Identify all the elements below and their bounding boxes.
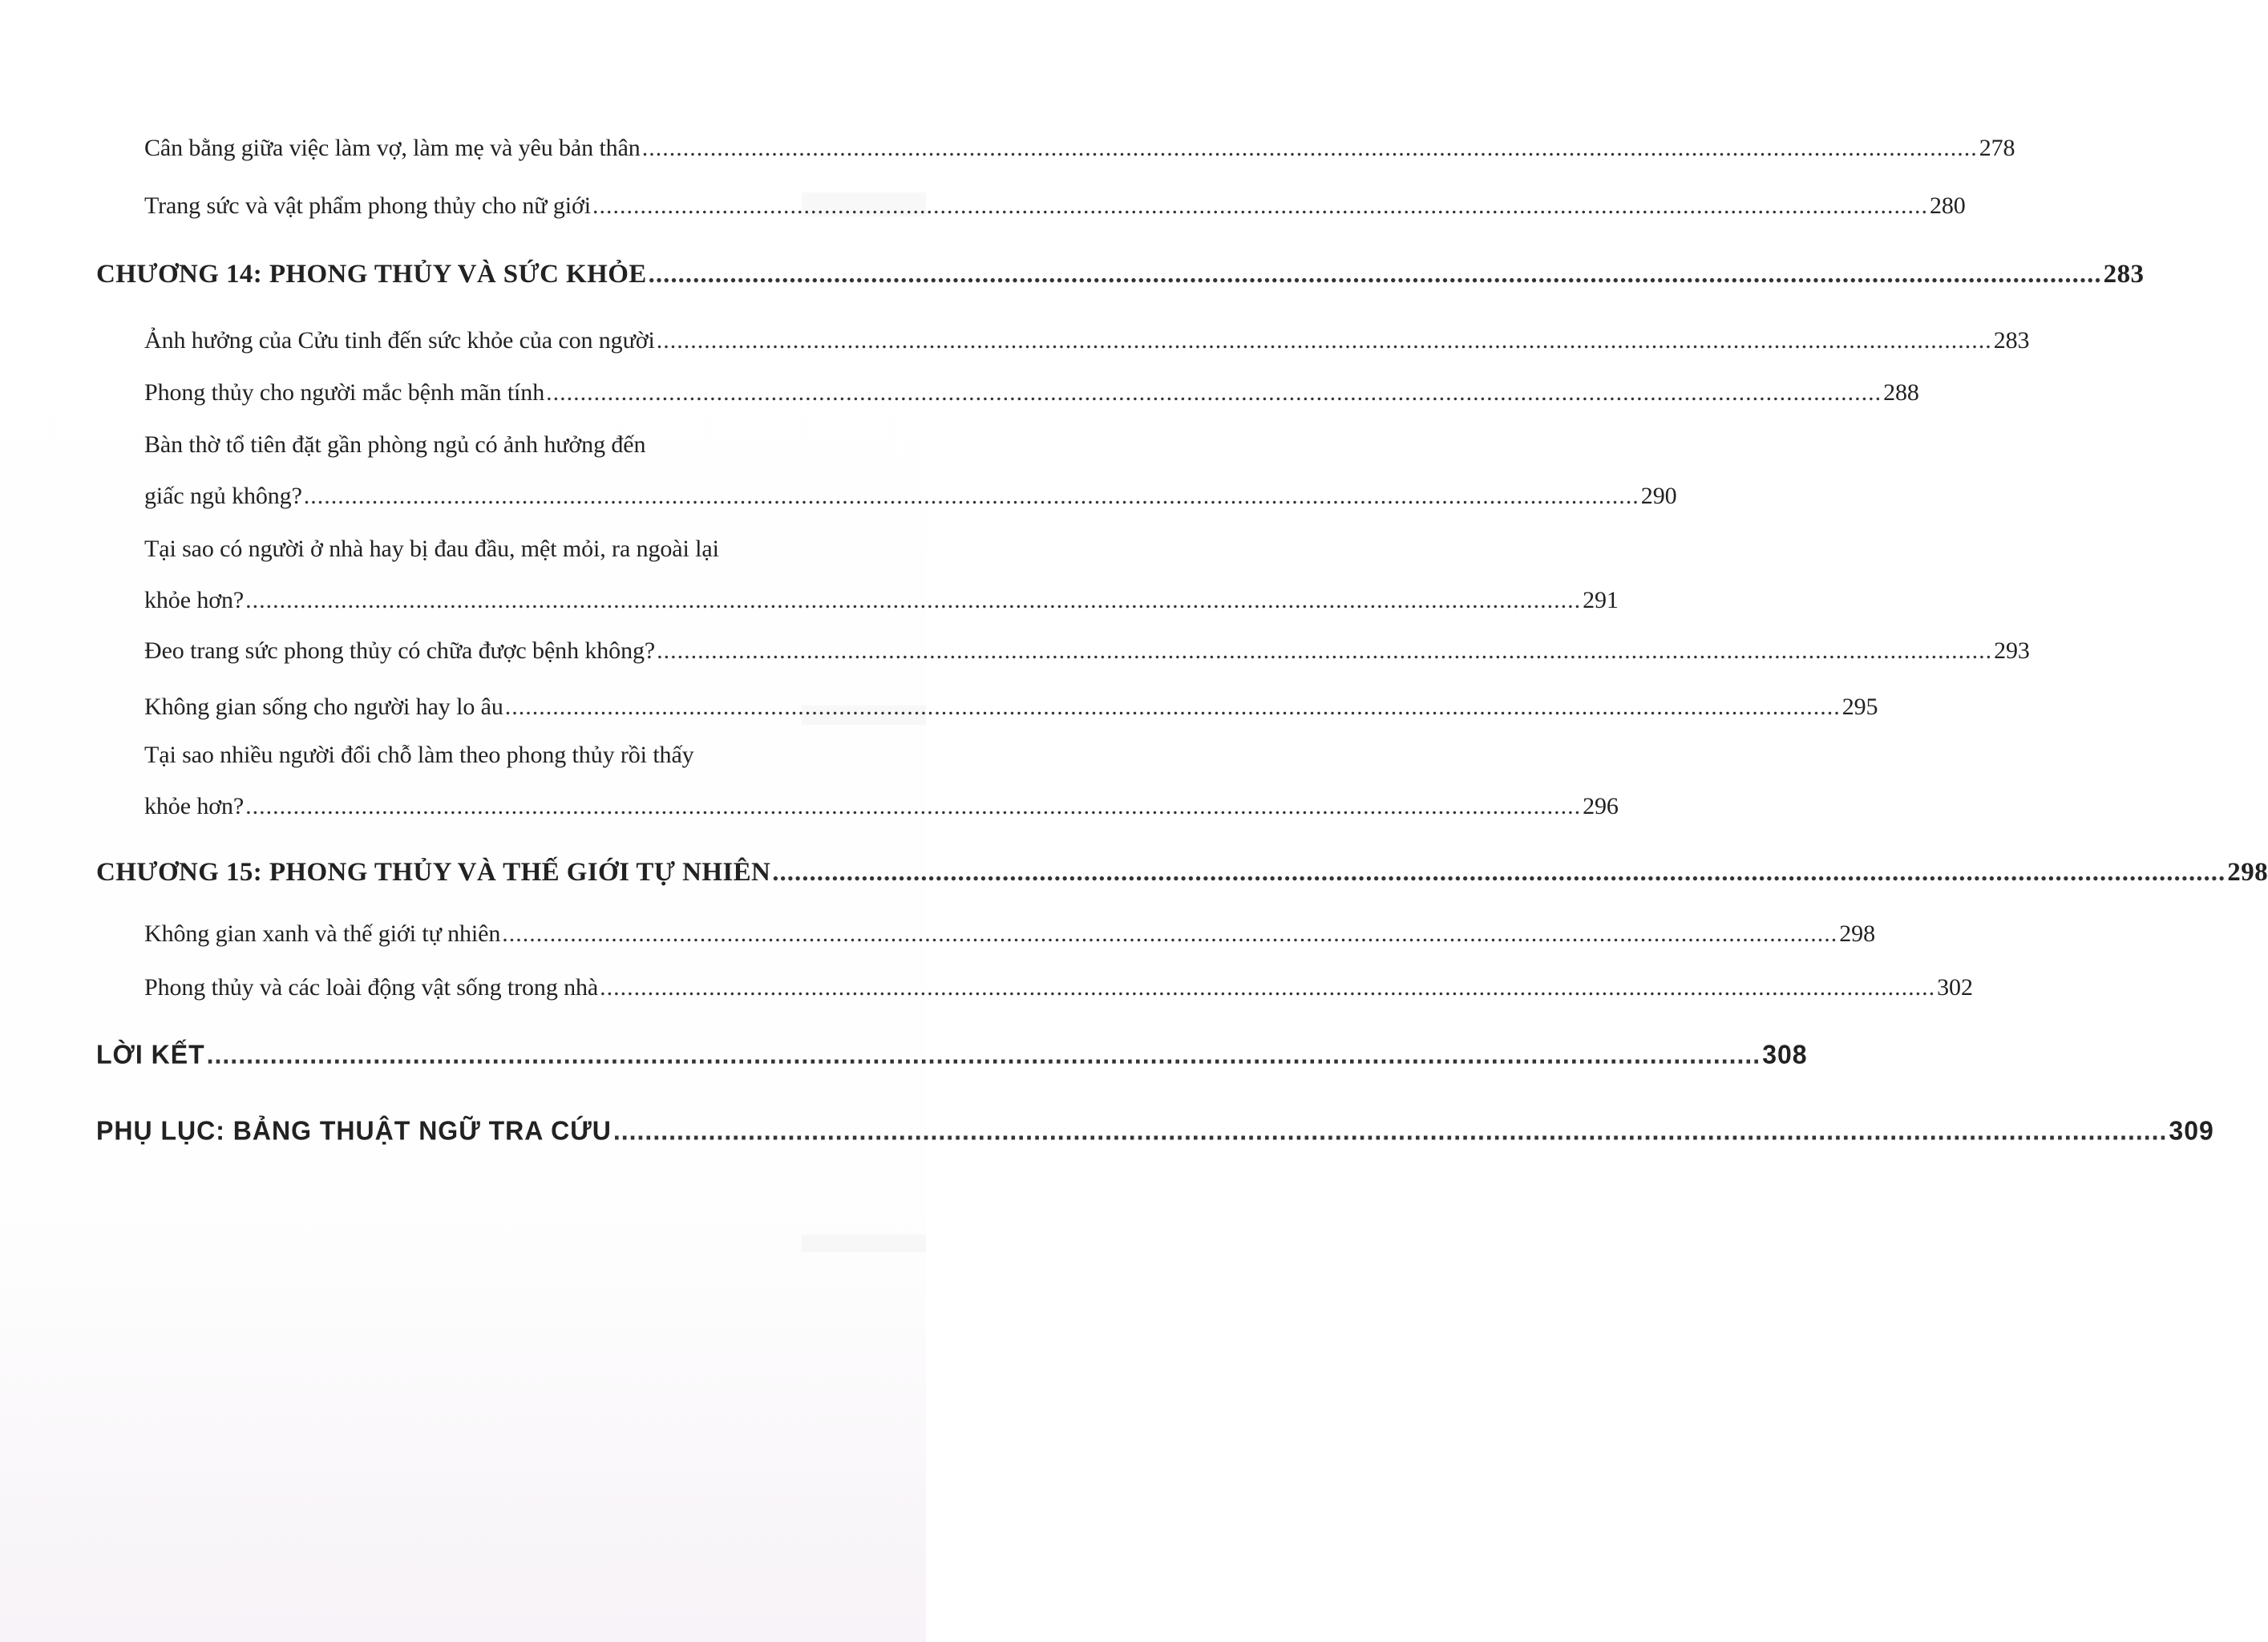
toc-conclusion-entry[interactable]: [96, 1036, 1808, 1073]
dot-leader: ....................................................................................................................................................................................................: [245, 587, 1582, 613]
toc-entry-page: 283: [1993, 327, 2030, 354]
toc-special-title: LỜI KẾT: [96, 1039, 205, 1070]
dot-leader: ....................................................................................................................................................................................................: [592, 192, 1928, 219]
toc-entry-title: Phong thủy cho người mắc bệnh mãn tính: [144, 379, 545, 406]
toc-entry-page: 309: [2169, 1115, 2214, 1146]
toc-entry-page: 290: [1640, 483, 1677, 509]
dot-leader: ....................................................................................................................................................................................................: [648, 260, 2102, 289]
toc-entry-page: 288: [1883, 379, 1919, 406]
dot-leader: ....................................................................................................................................................................................................: [772, 858, 2226, 887]
toc-special-title: PHỤ LỤC: BẢNG THUẬT NGỮ TRA CỨU: [96, 1115, 612, 1146]
dot-leader: ....................................................................................................................................................................................................: [641, 135, 1978, 161]
toc-entry-page: 278: [1979, 135, 2015, 161]
toc-entry[interactable]: [144, 738, 1619, 824]
toc-entry-title-line2: giấc ngủ không?: [144, 483, 302, 509]
toc-entry-page: 308: [1762, 1039, 1808, 1070]
dot-leader: ....................................................................................................................................................................................................: [502, 920, 1838, 947]
toc-entry[interactable]: [144, 188, 1966, 224]
toc-entry-page: 302: [1937, 974, 1973, 1001]
toc-entry-page: 295: [1841, 694, 1878, 720]
toc-entry[interactable]: [144, 375, 1919, 410]
toc-entry-title-line1: Tại sao nhiều người đổi chỗ làm theo phong thủy rồi thấy: [144, 742, 694, 768]
dot-leader: ....................................................................................................................................................................................................: [612, 1115, 2168, 1146]
toc-entry-title-line1: Bàn thờ tổ tiên đặt gần phòng ngủ có ảnh hưởng đến: [144, 431, 646, 458]
toc-entry-title: Đeo trang sức phong thủy có chữa được bệnh không?: [144, 637, 656, 664]
toc-entry[interactable]: [144, 427, 1677, 514]
toc-appendix-entry[interactable]: [96, 1112, 2214, 1149]
dot-leader: ....................................................................................................................................................................................................: [656, 327, 1992, 354]
toc-entry-page: 280: [1930, 192, 1966, 219]
dot-leader: ....................................................................................................................................................................................................: [657, 637, 1993, 664]
toc-entry-title: Không gian sống cho người hay lo âu: [144, 694, 503, 720]
dot-leader: ....................................................................................................................................................................................................: [546, 379, 1882, 406]
toc-entry-page: 298: [2227, 858, 2268, 887]
toc-entry-page: 283: [2103, 260, 2145, 289]
toc-chapter-entry[interactable]: [96, 257, 2145, 292]
toc-entry-page: 296: [1583, 793, 1619, 819]
toc-entry-title-line2: khỏe hơn?: [144, 793, 245, 819]
toc-entry-page: 298: [1839, 920, 1875, 947]
toc-entry-page: 291: [1583, 587, 1619, 613]
toc-entry[interactable]: [144, 916, 1875, 952]
toc-entry-title-line1: Tại sao có người ở nhà hay bị đau đầu, mệt mỏi, ra ngoài lại: [144, 536, 719, 562]
toc-entry-title: Ảnh hưởng của Cửu tinh đến sức khỏe của con người: [144, 327, 655, 354]
toc-entry[interactable]: [144, 690, 1878, 725]
toc-entry-title: Không gian xanh và thế giới tự nhiên: [144, 920, 501, 947]
dot-leader: ....................................................................................................................................................................................................: [245, 793, 1582, 819]
toc-entry[interactable]: [144, 970, 1973, 1005]
dot-leader: ....................................................................................................................................................................................................: [504, 694, 1841, 720]
toc-entry[interactable]: [144, 131, 2015, 166]
toc-chapter-title: CHƯƠNG 15: PHONG THỦY VÀ THẾ GIỚI TỰ NHIÊN: [96, 858, 771, 887]
toc-entry-title-line2: khỏe hơn?: [144, 587, 245, 613]
toc-entry[interactable]: [144, 532, 1619, 618]
dot-leader: ....................................................................................................................................................................................................: [206, 1039, 1761, 1070]
toc-entry-page: 293: [1994, 637, 2030, 664]
toc-chapter-entry[interactable]: [96, 855, 2268, 890]
toc-entry-title: Phong thủy và các loài động vật sống trong nhà: [144, 974, 599, 1001]
toc-entry-title: Trang sức và vật phẩm phong thủy cho nữ giới: [144, 192, 591, 219]
dot-leader: ....................................................................................................................................................................................................: [600, 974, 1936, 1001]
toc-chapter-title: CHƯƠNG 14: PHONG THỦY VÀ SỨC KHỎE: [96, 260, 647, 289]
toc-entry-title: Cân bằng giữa việc làm vợ, làm mẹ và yêu bản thân: [144, 135, 641, 161]
dot-leader: ....................................................................................................................................................................................................: [303, 483, 1639, 509]
toc-entry[interactable]: [144, 633, 2030, 669]
toc-entry[interactable]: [144, 323, 2030, 358]
